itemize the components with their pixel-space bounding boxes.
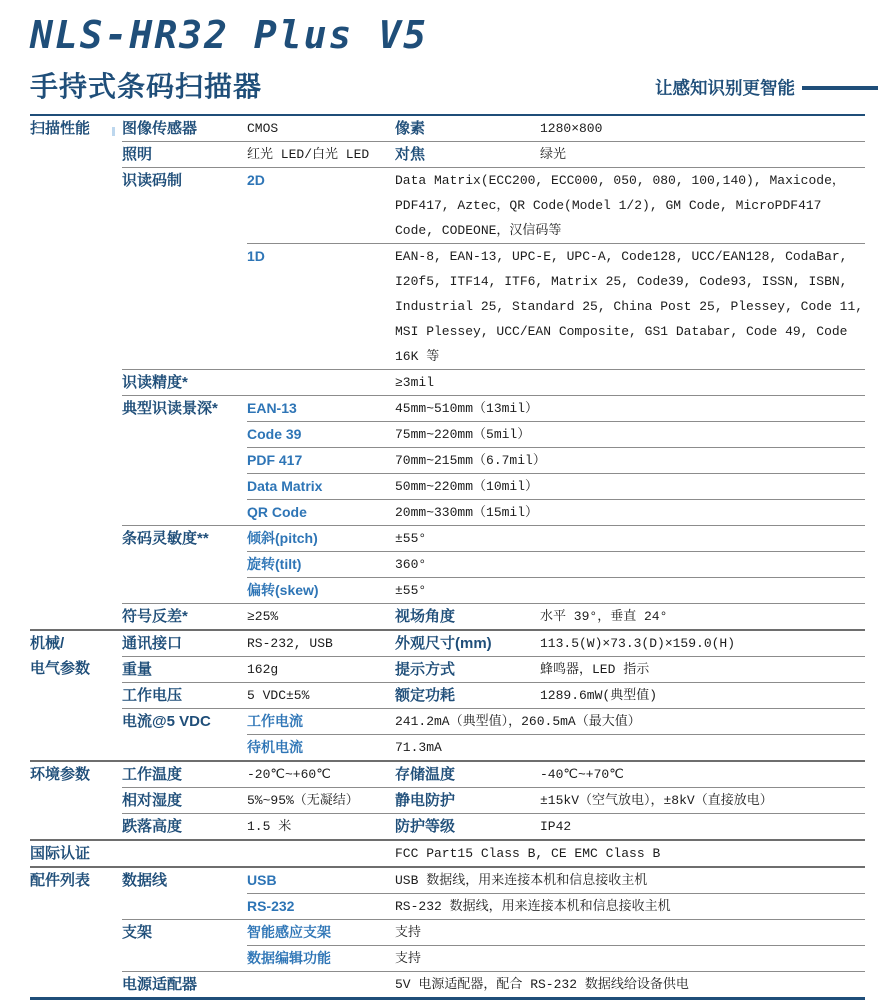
sublabel-smart-stand: 智能感应支架 xyxy=(247,920,395,946)
table-row xyxy=(30,788,865,814)
table-row xyxy=(30,657,865,683)
value-image-sensor: CMOS xyxy=(247,115,395,142)
section-environment: 环境参数 xyxy=(30,761,122,840)
table-row xyxy=(30,115,865,142)
value-drop-height: 1.5 米 xyxy=(247,814,395,841)
attr-drop-height: 跌落高度 xyxy=(122,814,247,841)
table-row xyxy=(30,972,865,999)
sublabel-pitch: 倾斜(pitch) xyxy=(247,526,395,552)
table-top-tick-decoration xyxy=(112,127,115,136)
value-usb-cable: USB 数据线，用来连接本机和信息接收主机 xyxy=(395,867,865,894)
value-storage-temp: -40℃~+70℃ xyxy=(540,761,865,788)
spec-table xyxy=(30,114,865,1000)
section-mech-line2: 电气参数 xyxy=(30,660,91,677)
attr-ip-rating: 防护等级 xyxy=(395,814,540,841)
attr-voltage: 工作电压 xyxy=(122,683,247,709)
value-pixels: 1280×800 xyxy=(540,115,865,142)
value-rs232-cable: RS-232 数据线，用来连接本机和信息接收主机 xyxy=(395,894,865,920)
attr-focus: 对焦 xyxy=(395,142,540,168)
value-data-editing: 支持 xyxy=(395,946,865,972)
attr-operating-temp: 工作温度 xyxy=(122,761,247,788)
value-voltage: 5 VDC±5% xyxy=(247,683,395,709)
attr-weight: 重量 xyxy=(122,657,247,683)
sublabel-datamatrix: Data Matrix xyxy=(247,474,395,500)
page-container xyxy=(0,13,880,1000)
attr-precision: 识读精度* xyxy=(122,370,247,396)
value-focus: 绿光 xyxy=(540,142,865,168)
value-symbol-contrast: ≥25% xyxy=(247,604,395,631)
attr-indication: 提示方式 xyxy=(395,657,540,683)
empty-cell xyxy=(247,972,395,999)
datasheet-page xyxy=(0,13,880,999)
value-field-of-view: 水平 39°，垂直 24° xyxy=(540,604,865,631)
sublabel-code39: Code 39 xyxy=(247,422,395,448)
value-operating-temp: -20℃~+60℃ xyxy=(247,761,395,788)
value-1d-symbologies: EAN-8, EAN-13, UPC-E, UPC-A, Code128, UCC/EAN128, CodaBar, I20f5, ITF14, ITF6, Matrix 25, Code39, Code93, ISSN, ISBN, Industrial 25, Standard 25, China Post 25, Plessey, Code 11, MSI Plessey, UCC/EAN Composite, GS1 Databar, Code 49, Code 16K 等 xyxy=(395,244,865,370)
value-pitch: ±55° xyxy=(395,526,865,552)
attr-humidity: 相对湿度 xyxy=(122,788,247,814)
table-row xyxy=(30,920,865,946)
table-row xyxy=(30,370,865,396)
brand-tagline xyxy=(655,75,878,100)
attr-symbologies: 识读码制 xyxy=(122,168,247,370)
value-illumination: 红光 LED/白光 LED xyxy=(247,142,395,168)
table-row xyxy=(30,142,865,168)
attr-current-5vdc: 电流@5 VDC xyxy=(122,709,247,762)
sublabel-data-editing: 数据编辑功能 xyxy=(247,946,395,972)
section-accessories: 配件列表 xyxy=(30,867,122,999)
value-communication: RS-232, USB xyxy=(247,630,395,657)
table-row xyxy=(30,396,865,422)
value-tilt: 360° xyxy=(395,552,865,578)
attr-storage-temp: 存储温度 xyxy=(395,761,540,788)
value-indication: 蜂鸣器，LED 指示 xyxy=(540,657,865,683)
attr-illumination: 照明 xyxy=(122,142,247,168)
attr-pixels: 像素 xyxy=(395,115,540,142)
value-standby-current: 71.3mA xyxy=(395,735,865,762)
table-row xyxy=(30,168,865,244)
value-dimensions: 113.5(W)×73.3(D)×159.0(H) xyxy=(540,630,865,657)
sublabel-usb-cable: USB xyxy=(247,867,395,894)
attr-power-adapter: 电源适配器 xyxy=(122,972,247,999)
value-operating-current: 241.2mA（典型值），260.5mA（最大值） xyxy=(395,709,865,735)
section-mech-line1: 机械/ xyxy=(30,635,65,652)
value-dof-qrcode: 20mm~330mm（15mil） xyxy=(395,500,865,526)
table-row xyxy=(30,604,865,631)
section-mechanical-electrical xyxy=(30,630,122,761)
sublabel-rs232-cable: RS-232 xyxy=(247,894,395,920)
value-dof-pdf417: 70mm~215mm（6.7mil） xyxy=(395,448,865,474)
table-row xyxy=(30,761,865,788)
value-certifications: FCC Part15 Class B, CE EMC Class B xyxy=(395,840,865,867)
value-smart-stand: 支持 xyxy=(395,920,865,946)
sublabel-pdf417: PDF 417 xyxy=(247,448,395,474)
attr-data-cable: 数据线 xyxy=(122,867,247,920)
attr-esd: 静电防护 xyxy=(395,788,540,814)
value-skew: ±55° xyxy=(395,578,865,604)
product-subtitle: 手持式条码扫描器 xyxy=(30,71,263,102)
value-power-adapter: 5V 电源适配器，配合 RS-232 数据线给设备供电 xyxy=(395,972,865,999)
value-weight: 162g xyxy=(247,657,395,683)
sublabel-2d: 2D xyxy=(247,168,395,244)
empty-cell xyxy=(122,840,247,867)
value-humidity: 5%~95%（无凝结） xyxy=(247,788,395,814)
attr-barcode-sensitivity: 条码灵敏度** xyxy=(122,526,247,604)
attr-depth-of-field: 典型识读景深* xyxy=(122,396,247,526)
attr-dimensions: 外观尺寸(mm) xyxy=(395,630,540,657)
value-precision: ≥3mil xyxy=(395,370,865,396)
table-row xyxy=(30,630,865,657)
attr-power: 额定功耗 xyxy=(395,683,540,709)
empty-cell xyxy=(247,370,395,396)
value-power: 1289.6mW(典型值) xyxy=(540,683,865,709)
brand-tagline-text: 让感知识别更智能 xyxy=(655,78,795,98)
sublabel-standby-current: 待机电流 xyxy=(247,735,395,762)
attr-field-of-view: 视场角度 xyxy=(395,604,540,631)
table-row xyxy=(30,840,865,867)
sublabel-operating-current: 工作电流 xyxy=(247,709,395,735)
value-dof-code39: 75mm~220mm（5mil） xyxy=(395,422,865,448)
attr-communication: 通讯接口 xyxy=(122,630,247,657)
table-row xyxy=(30,867,865,894)
tagline-dash-rule xyxy=(802,86,878,90)
sublabel-tilt: 旋转(tilt) xyxy=(247,552,395,578)
header-subrow xyxy=(30,63,878,105)
attr-stand: 支架 xyxy=(122,920,247,972)
table-row xyxy=(30,709,865,735)
section-certifications: 国际认证 xyxy=(30,840,122,867)
table-row xyxy=(30,683,865,709)
value-esd: ±15kV（空气放电），±8kV（直接放电） xyxy=(540,788,865,814)
product-title: NLS-HR32 Plus V5 xyxy=(30,13,429,57)
attr-image-sensor: 图像传感器 xyxy=(122,115,247,142)
attr-symbol-contrast: 符号反差* xyxy=(122,604,247,631)
value-dof-ean13: 45mm~510mm（13mil） xyxy=(395,396,865,422)
sublabel-ean13: EAN-13 xyxy=(247,396,395,422)
value-2d-symbologies: Data Matrix(ECC200, ECC000, 050, 080, 100,140), Maxicode，PDF417, Aztec，QR Code(Model 1/2), GM Code, MicroPDF417 Code, CODEONE，汉信码等 xyxy=(395,168,865,244)
sublabel-skew: 偏转(skew) xyxy=(247,578,395,604)
table-row xyxy=(30,526,865,552)
value-ip-rating: IP42 xyxy=(540,814,865,841)
sublabel-qrcode: QR Code xyxy=(247,500,395,526)
table-row xyxy=(30,814,865,841)
value-dof-datamatrix: 50mm~220mm（10mil） xyxy=(395,474,865,500)
section-scan-performance: 扫描性能 xyxy=(30,115,122,630)
sublabel-1d: 1D xyxy=(247,244,395,370)
empty-cell xyxy=(247,840,395,867)
